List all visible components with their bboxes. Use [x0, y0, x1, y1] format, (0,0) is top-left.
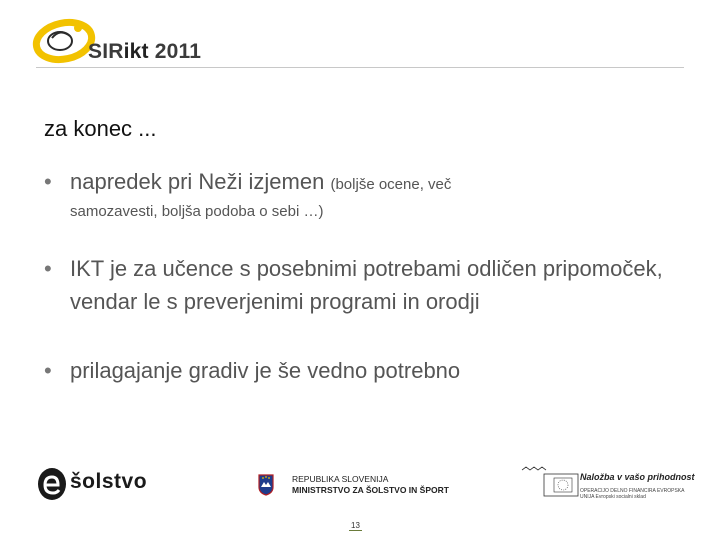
ministry-line2: MINISTRSTVO ZA ŠOLSTVO IN ŠPORT	[292, 485, 449, 495]
brand-prefix: SIR	[88, 40, 124, 63]
bullet-item	[44, 354, 694, 387]
page-number: 13	[351, 521, 360, 530]
solstvo-label: šolstvo	[70, 470, 148, 493]
bullet-note-line2: samozavesti, boljša podoba o sebi …)	[70, 203, 324, 220]
eu-tagline: Naložba v vašo prihodnost	[580, 472, 695, 482]
e-logo-icon	[36, 466, 68, 502]
e-solstvo-logo	[36, 464, 156, 504]
eu-subtext: OPERACIJO DELNO FINANCIRA EVROPSKA UNIJA Evropski socialni sklad	[580, 488, 685, 500]
bullet-dot: •	[44, 358, 52, 383]
bullet-dot: •	[44, 256, 52, 281]
bullet-note: (boljše ocene, več	[330, 176, 452, 193]
bullet-dot: •	[44, 169, 52, 194]
ministry-line1: REPUBLIKA SLOVENIJA	[292, 474, 389, 484]
brand-title	[88, 40, 201, 64]
bullet-text: prilagajanje gradiv je še vedno potrebno	[70, 358, 461, 383]
ministry-label	[292, 474, 449, 496]
header-divider	[36, 67, 684, 68]
brand-ikt: ikt	[123, 40, 149, 63]
brand-year: 2011	[148, 40, 202, 63]
bullet-list	[44, 165, 694, 387]
coat-of-arms-icon	[258, 474, 274, 496]
bullet-item	[44, 165, 694, 228]
bullet-text: napredek pri Neži izjemen	[70, 169, 331, 194]
eu-flag-icon	[520, 462, 580, 508]
slide-title: za konec ...	[44, 116, 157, 141]
bullet-text: IKT je za učence s posebnimi potrebami odličen pripomoček, vendar le s preverjenimi programi in orodji	[70, 256, 663, 314]
bullet-item	[44, 252, 694, 318]
eu-funding-logo	[520, 462, 695, 508]
